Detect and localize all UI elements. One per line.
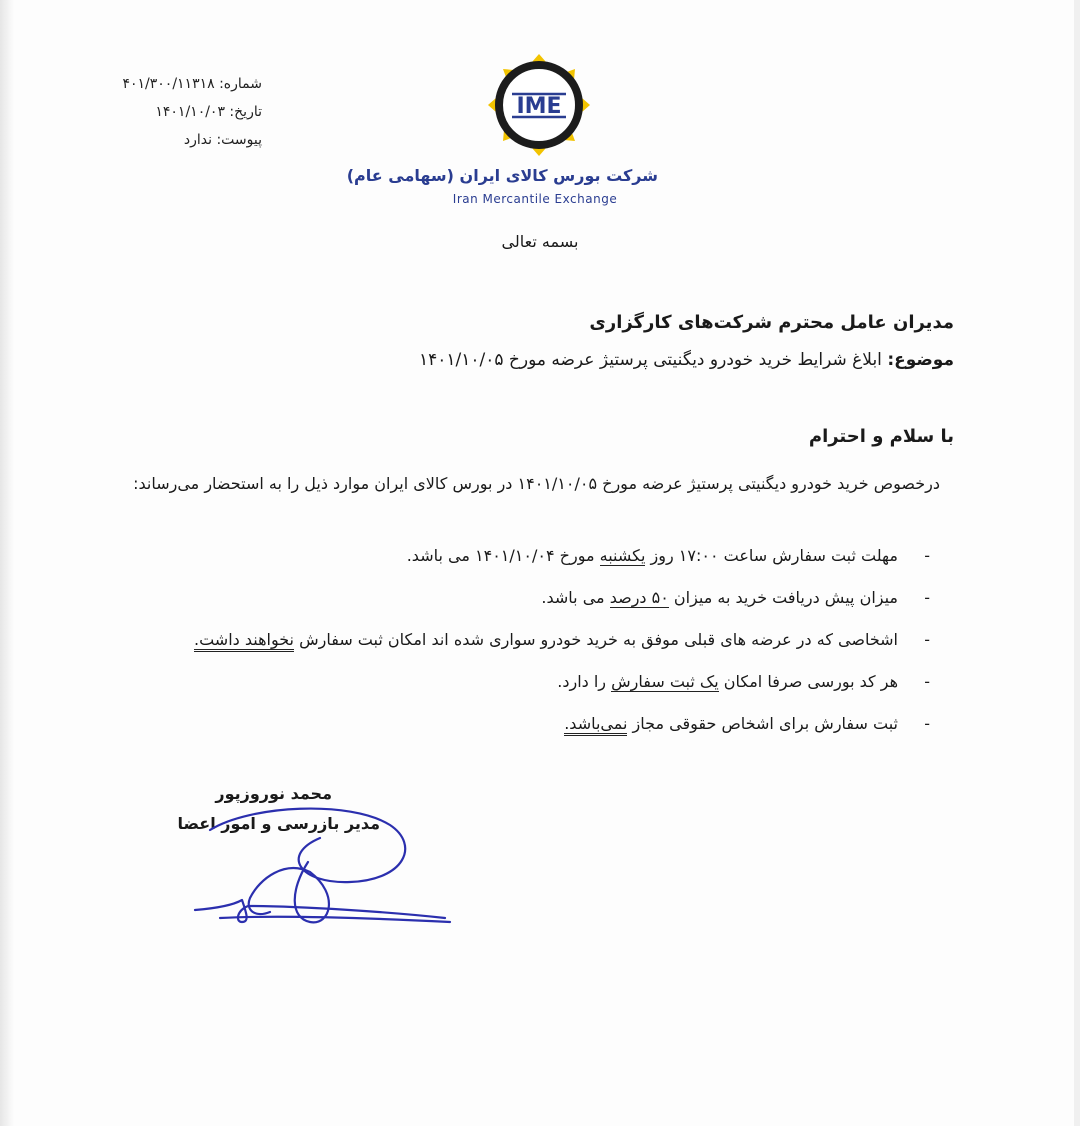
item-text: مهلت ثبت سفارش ساعت ۱۷:۰۰ روز [645, 546, 898, 565]
list-dash: - [924, 546, 930, 565]
list-dash: - [924, 630, 930, 649]
letter-date [90, 98, 262, 126]
conditions-list [194, 540, 930, 750]
letter-date-value: ۱۴۰۱/۱۰/۰۳ [155, 104, 225, 120]
item-text-end: را دارد. [557, 672, 612, 691]
page-edge-right [1074, 0, 1080, 1126]
item-underlined: ۵۰ درصد [609, 588, 669, 607]
letter-attachment [90, 126, 262, 154]
item-text-end: مورخ ۱۴۰۱/۱۰/۰۴ می باشد. [406, 546, 600, 565]
list-item [194, 582, 930, 624]
list-dash: - [924, 672, 930, 691]
intro-paragraph: درخصوص خرید خودرو دیگنیتی پرستیژ عرضه مورخ ۱۴۰۱/۱۰/۰۵ در بورس کالای ایران موارد ذیل را به استحضار می‌رساند: [133, 474, 940, 493]
list-dash: - [924, 714, 930, 733]
subject-label: موضوع: [887, 350, 954, 370]
item-text-end: می باشد. [541, 588, 610, 607]
letter-number [90, 70, 262, 98]
page-shadow-left [0, 0, 14, 1126]
company-name-en: Iran Mercantile Exchange [452, 192, 618, 206]
invocation: بسمه تعالی [501, 232, 579, 251]
item-underlined: یکشنبه [599, 546, 646, 565]
greeting: با سلام و احترام [808, 426, 954, 447]
item-text: ثبت سفارش برای اشخاص حقوقی مجاز [627, 714, 898, 733]
letter-date-label: تاریخ: [229, 104, 262, 120]
item-underlined: نخواهند داشت. [194, 630, 294, 652]
list-dash: - [924, 588, 930, 607]
list-item [194, 666, 930, 708]
recipient-line: مدیران عامل محترم شرکت‌های کارگزاری [589, 312, 954, 333]
handwritten-signature-icon [190, 800, 460, 940]
item-underlined: نمی‌باشد. [564, 714, 627, 736]
letter-number-label: شماره: [219, 76, 262, 92]
ime-logo-icon [488, 54, 590, 156]
list-item [194, 624, 930, 666]
reference-block [90, 70, 262, 154]
item-underlined: یک ثبت سفارش [611, 672, 719, 691]
item-text: هر کد بورسی صرفا امکان [718, 672, 898, 691]
logo-mark-text: IME [516, 94, 562, 119]
list-item [194, 540, 930, 582]
letter-attachment-label: پیوست: [216, 132, 262, 148]
signatory-title: مدیر بازرسی و امور اعضا [177, 814, 380, 833]
letter-attachment-value: ندارد [183, 132, 212, 148]
subject-line [419, 350, 954, 370]
item-text: اشخاصی که در عرضه های قبلی موفق به خرید خودرو سواری شده اند امکان ثبت سفارش [294, 630, 898, 649]
item-text: میزان پیش دریافت خرید به میزان [668, 588, 898, 607]
signatory-name: محمد نوروزپور [215, 784, 332, 803]
letter-number-value: ۴۰۱/۳۰۰/۱۱۳۱۸ [122, 76, 215, 92]
subject-text: ابلاغ شرایط خرید خودرو دیگنیتی پرستیژ عرضه مورخ ۱۴۰۱/۱۰/۰۵ [418, 350, 882, 370]
list-item [194, 708, 930, 750]
company-name-fa: شرکت بورس کالای ایران (سهامی عام) [346, 166, 658, 185]
